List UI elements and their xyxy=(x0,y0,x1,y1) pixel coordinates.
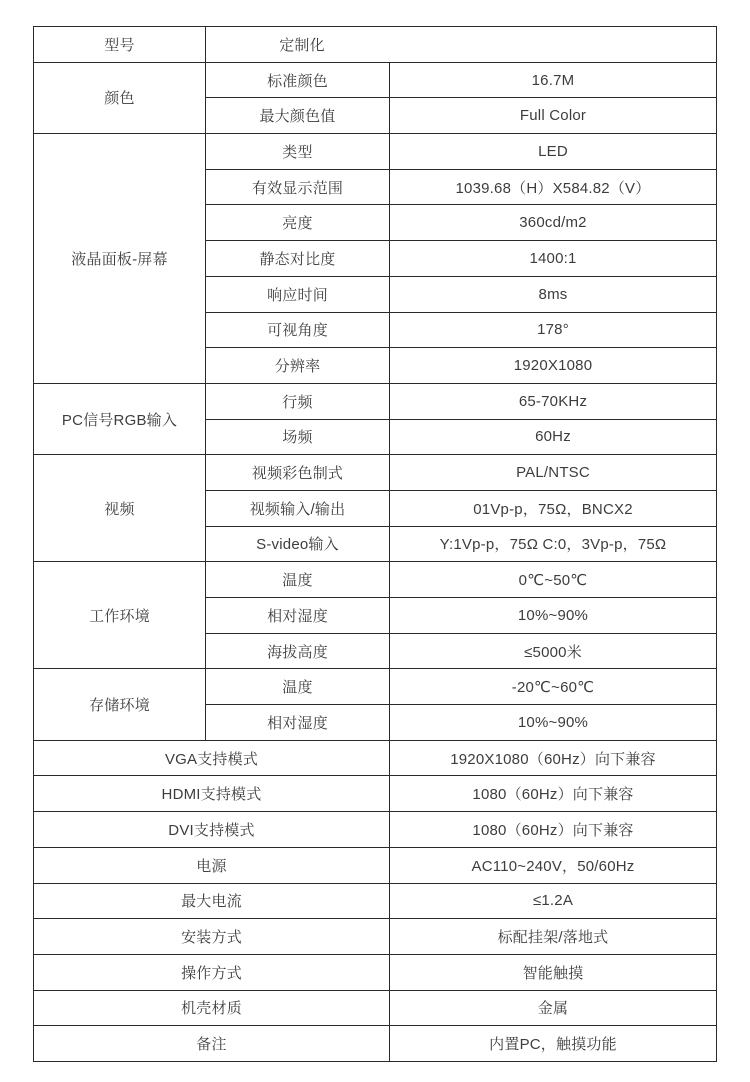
table-row xyxy=(34,669,717,705)
table-row xyxy=(34,1026,717,1062)
spec-item-label: 静态对比度 xyxy=(206,241,390,277)
spec-item-value: 1039.68（H）X584.82（V） xyxy=(390,169,717,205)
spec-item-label: 最大颜色值 xyxy=(206,98,390,134)
spec-row-label: 电源 xyxy=(34,847,390,883)
spec-row-value: 智能触摸 xyxy=(390,954,717,990)
table-row xyxy=(34,383,717,419)
spec-item-label: 视频彩色制式 xyxy=(206,455,390,491)
spec-item-label: 相对湿度 xyxy=(206,598,390,634)
spec-item-label: 可视角度 xyxy=(206,312,390,348)
spec-item-label: 类型 xyxy=(206,134,390,170)
spec-item-label: 响应时间 xyxy=(206,276,390,312)
spec-item-value: Y:1Vp-p，75Ω C:0，3Vp-p，75Ω xyxy=(390,526,717,562)
table-row xyxy=(34,455,717,491)
table-row xyxy=(34,812,717,848)
spec-row-label: DVI支持模式 xyxy=(34,812,390,848)
spec-row-value: 标配挂架/落地式 xyxy=(390,919,717,955)
spec-item-value: 178° xyxy=(390,312,717,348)
spec-item-label: 分辨率 xyxy=(206,348,390,384)
table-row xyxy=(34,740,717,776)
spec-item-value: 16.7M xyxy=(390,62,717,98)
spec-model-label: 型号 xyxy=(34,27,206,63)
spec-row-label: VGA支持模式 xyxy=(34,740,390,776)
spec-group-label: PC信号RGB输入 xyxy=(34,383,206,454)
spec-row-value: ≤1.2A xyxy=(390,883,717,919)
spec-item-value: 10%~90% xyxy=(390,705,717,741)
spec-table xyxy=(33,26,717,1062)
spec-group-label: 颜色 xyxy=(34,62,206,133)
table-row xyxy=(34,847,717,883)
spec-item-label: 相对湿度 xyxy=(206,705,390,741)
spec-item-value: 60Hz xyxy=(390,419,717,455)
spec-item-value: ≤5000米 xyxy=(390,633,717,669)
spec-model-value: 定制化 xyxy=(279,36,325,54)
spec-item-value: LED xyxy=(390,134,717,170)
spec-item-value: PAL/NTSC xyxy=(390,455,717,491)
table-row xyxy=(34,954,717,990)
spec-item-label: 海拔高度 xyxy=(206,633,390,669)
spec-item-label: 有效显示范围 xyxy=(206,169,390,205)
spec-item-label: 标准颜色 xyxy=(206,62,390,98)
spec-row-value: 1080（60Hz）向下兼容 xyxy=(390,812,717,848)
table-row xyxy=(34,883,717,919)
spec-model-value-cell xyxy=(206,27,717,63)
spec-item-label: 场频 xyxy=(206,419,390,455)
spec-row-value: 1080（60Hz）向下兼容 xyxy=(390,776,717,812)
spec-row-value: AC110~240V，50/60Hz xyxy=(390,847,717,883)
spec-row-label: 最大电流 xyxy=(34,883,390,919)
spec-item-value: 1400:1 xyxy=(390,241,717,277)
spec-row-label: 安装方式 xyxy=(34,919,390,955)
spec-item-value: 01Vp-p，75Ω，BNCX2 xyxy=(390,490,717,526)
spec-row-value: 1920X1080（60Hz）向下兼容 xyxy=(390,740,717,776)
spec-item-label: S-video输入 xyxy=(206,526,390,562)
table-row xyxy=(34,990,717,1026)
table-row xyxy=(34,776,717,812)
spec-item-label: 行频 xyxy=(206,383,390,419)
table-row xyxy=(34,62,717,98)
spec-item-label: 视频输入/输出 xyxy=(206,490,390,526)
spec-item-value: 360cd/m2 xyxy=(390,205,717,241)
spec-item-label: 亮度 xyxy=(206,205,390,241)
spec-group-label: 工作环境 xyxy=(34,562,206,669)
spec-group-label: 存储环境 xyxy=(34,669,206,740)
table-row xyxy=(34,562,717,598)
spec-row-label: HDMI支持模式 xyxy=(34,776,390,812)
spec-item-value: -20℃~60℃ xyxy=(390,669,717,705)
spec-group-label: 液晶面板-屏幕 xyxy=(34,134,206,384)
table-row xyxy=(34,27,717,63)
spec-item-value: 10%~90% xyxy=(390,598,717,634)
spec-item-value: 65-70KHz xyxy=(390,383,717,419)
spec-row-value: 内置PC，触摸功能 xyxy=(390,1026,717,1062)
spec-item-value: 1920X1080 xyxy=(390,348,717,384)
spec-item-value: 8ms xyxy=(390,276,717,312)
spec-item-label: 温度 xyxy=(206,562,390,598)
table-row xyxy=(34,134,717,170)
spec-row-label: 机壳材质 xyxy=(34,990,390,1026)
spec-row-label: 备注 xyxy=(34,1026,390,1062)
spec-item-label: 温度 xyxy=(206,669,390,705)
spec-group-label: 视频 xyxy=(34,455,206,562)
table-row xyxy=(34,919,717,955)
spec-row-value: 金属 xyxy=(390,990,717,1026)
spec-item-value: Full Color xyxy=(390,98,717,134)
spec-row-label: 操作方式 xyxy=(34,954,390,990)
spec-item-value: 0℃~50℃ xyxy=(390,562,717,598)
